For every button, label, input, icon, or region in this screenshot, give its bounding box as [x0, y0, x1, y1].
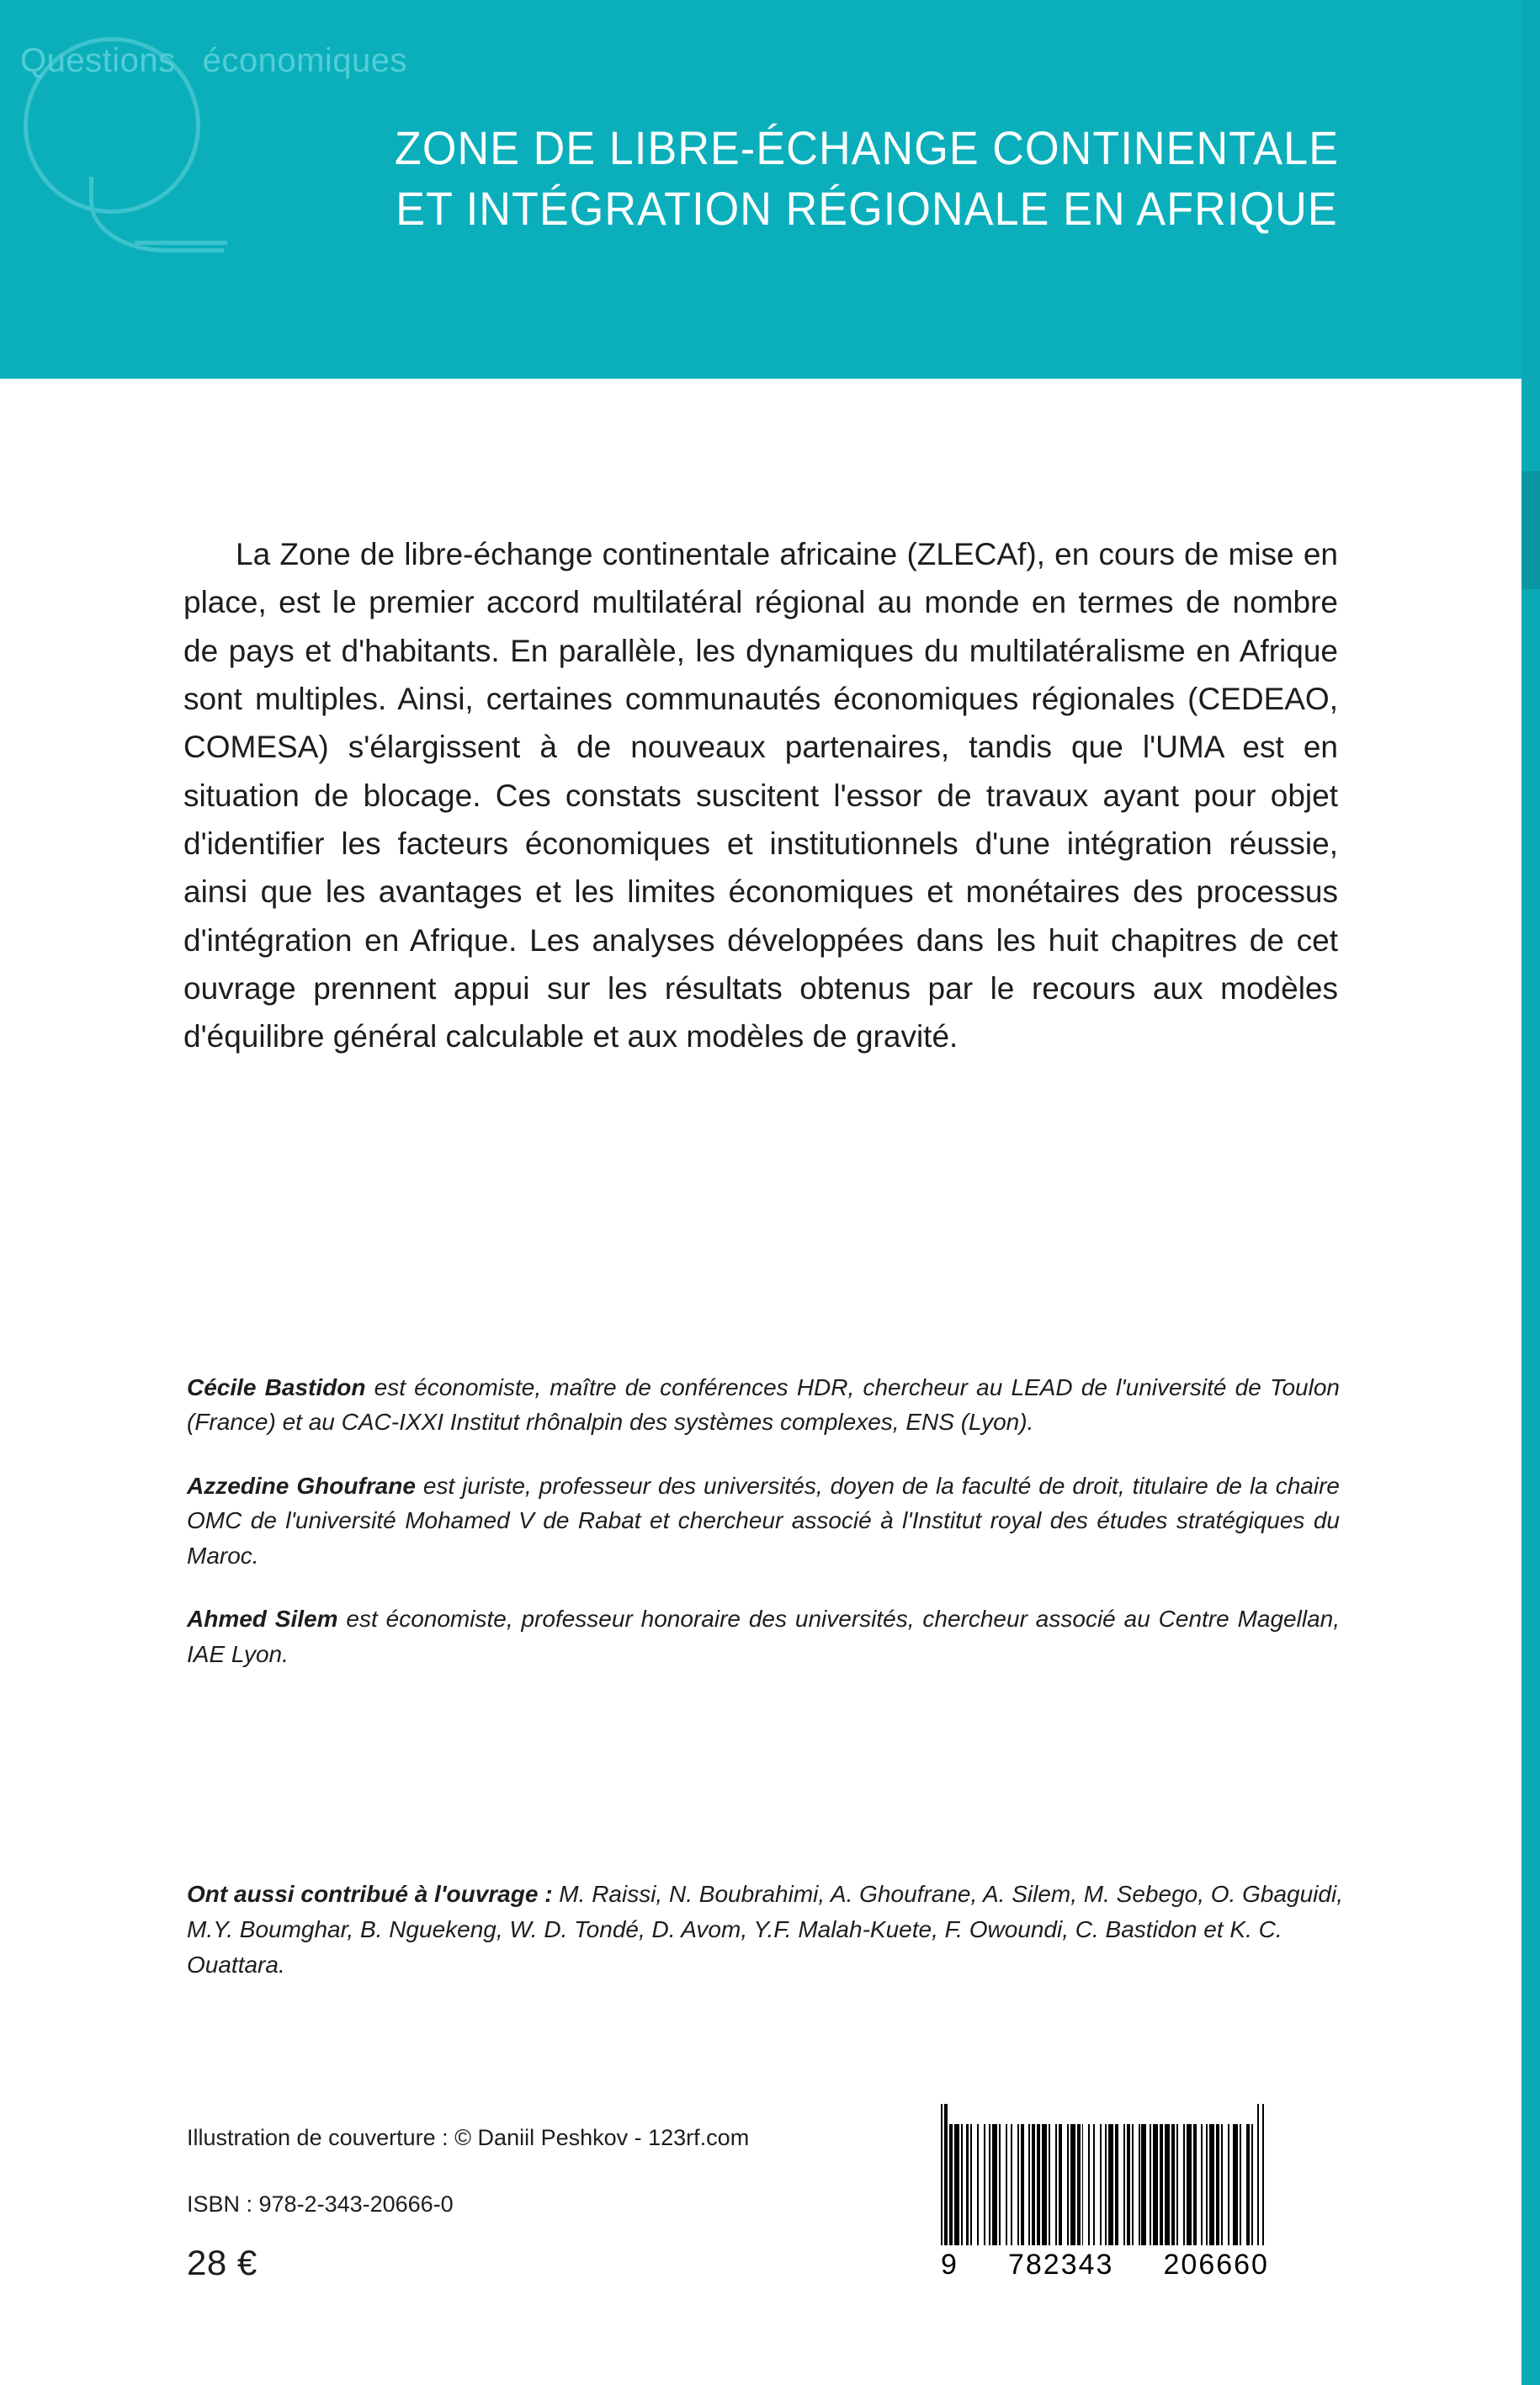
right-edge-strip: [1521, 0, 1540, 2385]
barcode-bars: [941, 2104, 1269, 2245]
author-bio-text: est juriste, professeur des universités, doyen de la faculté de droit, titulaire de la chaire OMC de l'université Mohamed V de Rabat et chercheur associé à l'Institut royal des études stratégiques du Maroc.: [187, 1472, 1340, 1569]
right-edge-strip-accent: [1521, 471, 1540, 589]
isbn-text: ISBN : 978-2-343-20666-0: [187, 2191, 454, 2217]
collection-name: [20, 42, 407, 80]
barcode-digits: [941, 2249, 1269, 2281]
page-title-line-1: ZONE DE LIBRE-ÉCHANGE CONTINENTALE: [394, 121, 1340, 174]
cover-credit: Illustration de couverture : © Daniil Peshkov - 123rf.com: [187, 2125, 750, 2150]
page-title-line-2: ET INTÉGRATION RÉGIONALE EN AFRIQUE: [396, 181, 1338, 235]
book-description: [183, 530, 1338, 1061]
author-name: Azzedine Ghoufrane: [187, 1472, 416, 1499]
logo-underline-shape: [135, 241, 227, 245]
author-bio-text: est économiste, maître de conférences HDR, chercheur au LEAD de l'université de Toulon (France) et au CAC-IXXI Institut rhônalpin des systèmes complexes, ENS (Lyon).: [187, 1374, 1340, 1436]
collection-word-questions: Questions: [20, 42, 176, 79]
collection-word-economiques: économiques: [202, 42, 408, 79]
author-bio: [187, 1602, 1340, 1671]
author-bio: [187, 1370, 1340, 1440]
author-bio-text: est économiste, professeur honoraire des universités, chercheur associé au Centre Magellan, IAE Lyon.: [187, 1606, 1340, 1667]
author-name: Cécile Bastidon: [187, 1374, 366, 1400]
contributors-section: [187, 1877, 1346, 1983]
author-name: Ahmed Silem: [187, 1606, 338, 1633]
contributors-list: M. Raissi, N. Boubrahimi, A. Ghoufrane, A. Silem, M. Sebego, O. Gbaguidi, M.Y. Boumghar, B. Nguekeng, W. D. Tondé, D. Avom, Y.F. Malah-Kuete, F. Owoundi, C. Bastidon et K. C. Ouattara.: [187, 1881, 1343, 1978]
book-description-text: La Zone de libre-échange continentale africaine (ZLECAf), en cours de mise en place, est le premier accord multilatéral régional au monde en termes de nombre de pays et d'habitants. En parallèle, les dynamiques du multilatéralisme en Afrique sont multiples. Ainsi, certaines communautés économiques régionales (CEDEAO, COMESA) s'élargissent à de nouveaux partenaires, tandis que l'UMA est en situation de blocage. Ces constats suscitent l'essor de travaux ayant pour objet d'identifier les facteurs économiques et institutionnels d'une intégration réussie, ainsi que les avantages et les limites économiques et monétaires des processus d'intégration en Afrique. Les analyses développées dans les huit chapitres de cet ouvrage prennent appui sur les résultats obtenus par le recours aux modèles d'équilibre général calculable et aux modèles de gravité.: [183, 537, 1338, 1054]
logo-tail-shape: [89, 177, 224, 252]
barcode-digit-group-1: 782343: [1007, 2249, 1114, 2281]
header-band: [0, 0, 1521, 379]
contributors-label: Ont aussi contribué à l'ouvrage :: [187, 1881, 553, 1907]
price-text: 28 €: [187, 2243, 258, 2282]
barcode-digit-prefix: 9: [941, 2249, 959, 2281]
author-bio: [187, 1469, 1340, 1573]
author-bios: [187, 1370, 1340, 1700]
barcode-digit-group-2: 206660: [1163, 2249, 1269, 2281]
barcode: [941, 2104, 1277, 2281]
page-title: [358, 118, 1376, 238]
